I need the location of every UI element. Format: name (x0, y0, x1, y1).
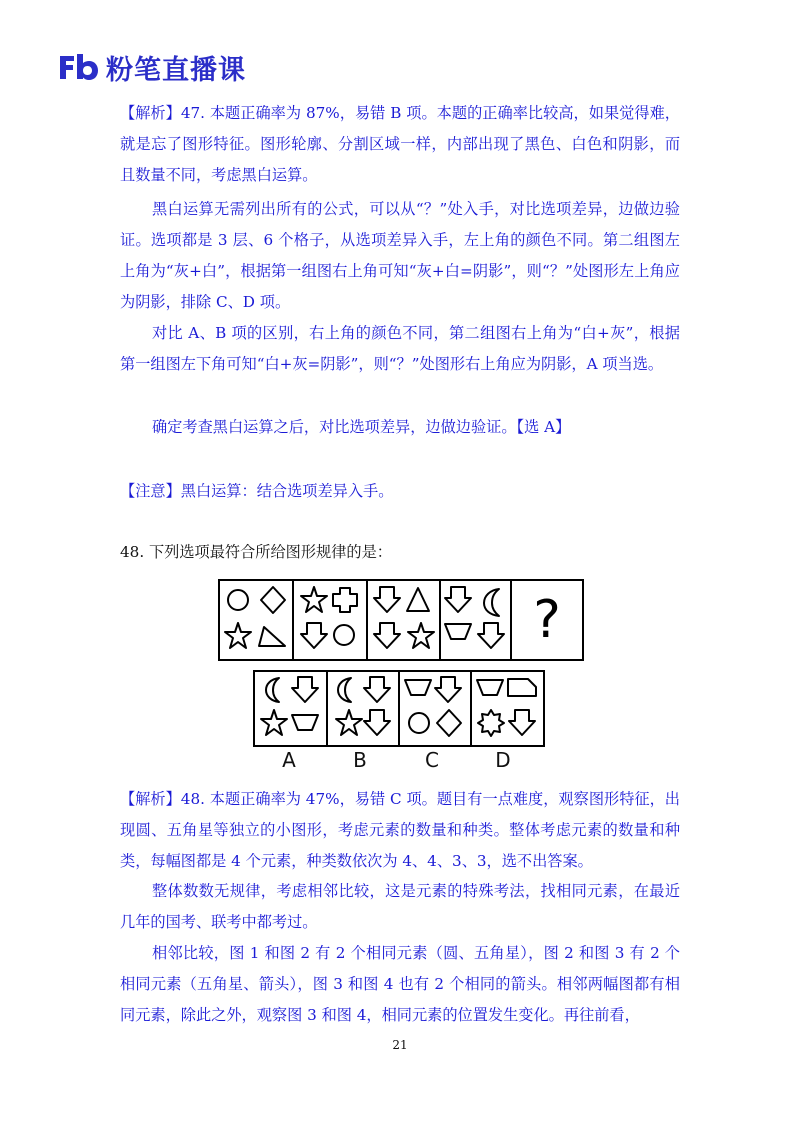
note-paragraph: 【注意】黑白运算：结合选项差异入手。 (120, 482, 394, 500)
options-figure-strip (253, 670, 545, 747)
analysis-47-paragraph-2: 黑白运算无需列出所有的公式，可以从“？”处入手，对比选项差异，边做边验证。选项都是 3 层、6 个格子，从选项差异入手，左上角的颜色不同。第二组图左上角为“灰+白”，根据第一组图右上角可知“灰+白=阴影”，则“？”处图形左上角应为阴影，排除 C、D 项。 (120, 200, 680, 311)
question-mark: ? (533, 590, 561, 650)
analysis-47-paragraph-3: 对比 A、B 项的区别，右上角的颜色不同，第二组图右上角为“白+灰”，根据第一组图左下角可知“白+灰=阴影”，则“？”处图形右上角应为阴影，A 项当选。 (120, 324, 680, 373)
analysis-48-paragraph-1: 【解析】48. 本题正确率为 47%，易错 C 项。题目有一点难度，观察图形特征，出现圆、五角星等独立的小图形，考虑元素的数量和种类。整体考虑元素的数量和种类，每幅图都是 4 个元素，种类数依次为 4、4、3、3，选不出答案。 (120, 790, 680, 870)
analysis-48-paragraph-2: 整体数数无规律，考虑相邻比较，这是元素的特殊考法，找相同元素，在最近几年的国考、联考中都考过。 (120, 882, 680, 931)
question-48-stem: 48. 下列选项最符合所给图形规律的是： (120, 543, 392, 561)
question-figure-strip (218, 579, 584, 661)
header-logo (58, 50, 246, 84)
page-number: 21 (392, 1038, 408, 1052)
analysis-47-answer: 确定考查黑白运算之后，对比选项差异，边做边验证。【选 A】 (152, 418, 571, 436)
option-label-c: C (425, 748, 439, 772)
fb-logo-icon (58, 52, 100, 82)
option-label-b: B (353, 748, 367, 772)
analysis-48-paragraph-3: 相邻比较，图 1 和图 2 有 2 个相同元素（圆、五角星），图 2 和图 3 有 2 个相同元素（五角星、箭头），图 3 和图 4 也有 2 个相同的箭头。相邻两幅图都有相同元素，除此之外，观察图 3 和图 4，相同元素的位置发生变化。再往前看， (120, 944, 680, 1024)
option-label-d: D (495, 748, 511, 772)
option-label-a: A (282, 748, 296, 772)
logo-text: 粉笔直播课 (106, 54, 246, 86)
analysis-47-paragraph-1: 【解析】47. 本题正确率为 87%，易错 B 项。本题的正确率比较高，如果觉得难，就是忘了图形特征。图形轮廓、分割区域一样，内部出现了黑色、白色和阴影，而且数量不同，考虑黑白运算。 (120, 104, 680, 184)
